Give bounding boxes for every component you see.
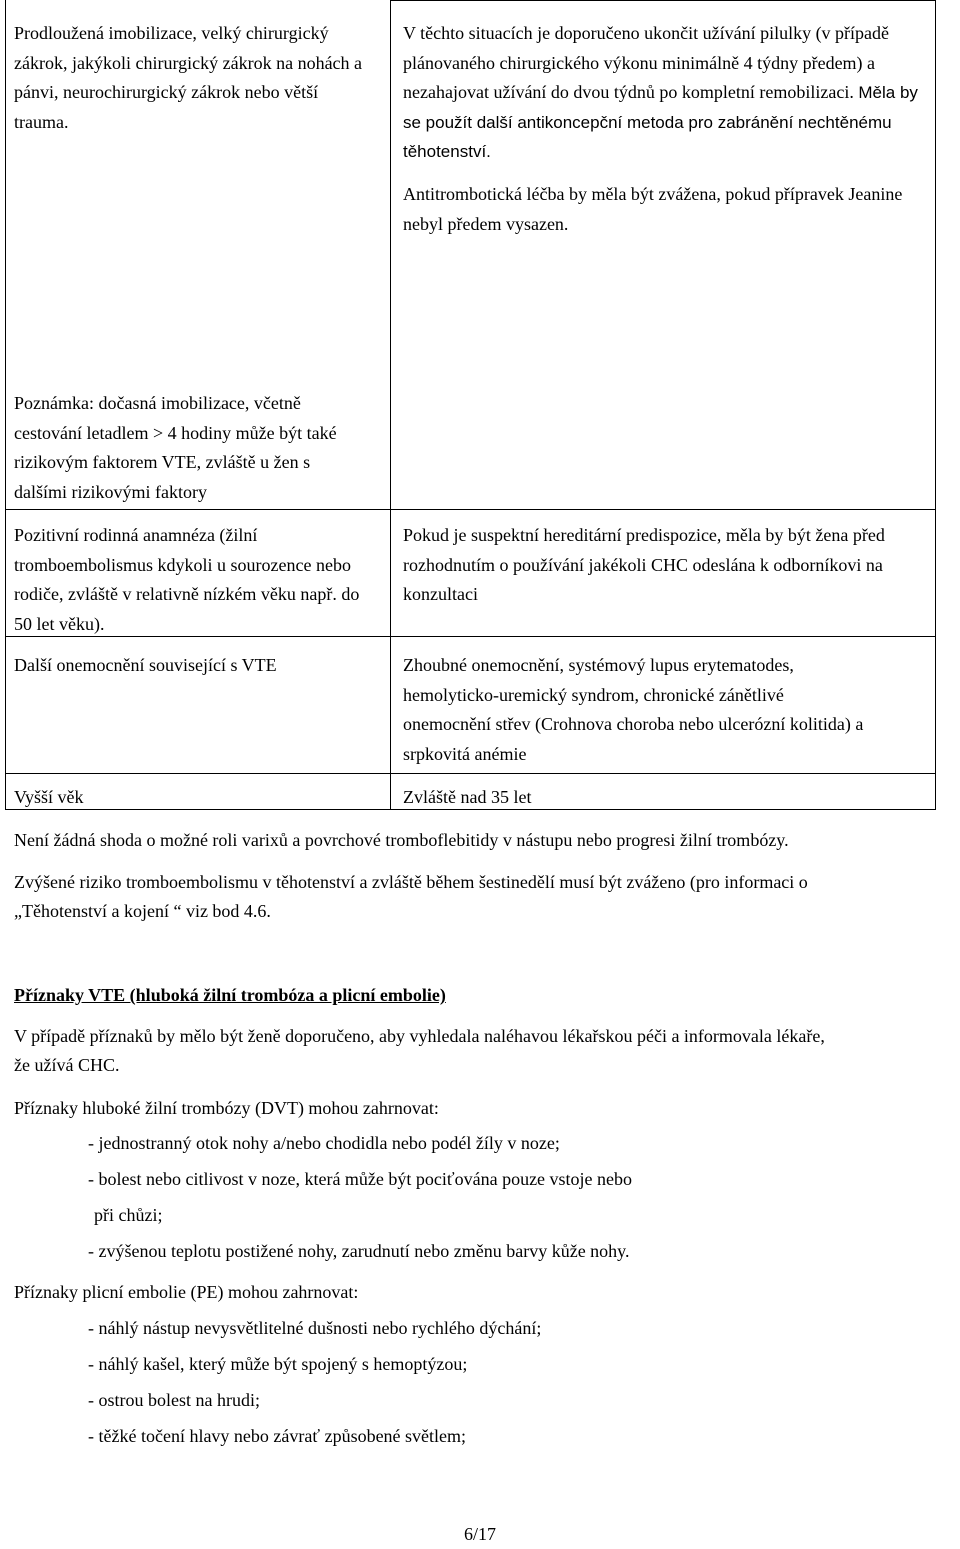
table-border-top: [390, 0, 936, 1]
section-intro-line2: že užívá CHC.: [14, 1055, 120, 1075]
table-cell-surgery: Prodloužená imobilizace, velký chirurgický zákrok, jakýkoli chirurgický zákrok na nohách a pánvi, neurochirurgický zákrok nebo větší trauma.: [14, 23, 363, 132]
dvt-item-continuation: při chůzi;: [94, 1205, 163, 1225]
dvt-item: - zvýšenou teplotu postižené nohy, zarudnutí nebo změnu barvy kůže nohy.: [88, 1241, 630, 1261]
advice-text-sans: Měla by se použít další antikoncepční metoda pro zabránění nechtěnému těhotenství.: [403, 83, 918, 161]
pe-item: - náhlý nástup nevysvětlitelné dušnosti nebo rychlého dýchání;: [88, 1318, 542, 1338]
dvt-item: - jednostranný otok nohy a/nebo chodidla nebo podél žíly v noze;: [88, 1133, 560, 1153]
table-row-divider-1: [5, 509, 936, 510]
table-border-left: [5, 0, 6, 810]
dvt-item: - bolest nebo citlivost v noze, která může být pociťována pouze vstoje nebo: [88, 1169, 633, 1189]
table-cell-family-history-advice: Pokud je suspektní hereditární predispozice, měla by být žena před rozhodnutím o používání jakékoli CHC odeslána k odborníkovi na konzultaci: [403, 525, 885, 604]
table-cell-immobilization-note: Poznámka: dočasná imobilizace, včetně cestování letadlem > 4 hodiny může být také rizikovým faktorem VTE, zvláště u žen s dalšími rizikovými faktory: [14, 393, 337, 502]
paragraph-pregnancy-line1: Zvýšené riziko tromboembolismu v těhotenství a zvláště během šestinedělí musí být zváženo (pro informaci o: [14, 872, 808, 892]
section-intro-line1: V případě příznaků by mělo být ženě doporučeno, aby vyhledala naléhavou lékařskou péči a informovala lékaře,: [14, 1026, 825, 1046]
table-row-divider-3: [5, 773, 936, 774]
pe-item: - těžké točení hlavy nebo závrať způsobené světlem;: [88, 1426, 467, 1446]
pe-item: - ostrou bolest na hrudi;: [88, 1390, 260, 1410]
pe-item: - náhlý kašel, který může být spojený s hemoptýzou;: [88, 1354, 468, 1374]
section-heading: Příznaky VTE (hluboká žilní trombóza a plicní embolie): [14, 985, 446, 1005]
advice-text-serif: V těchto situacích je doporučeno ukončit užívání pilulky (v případě plánovaného chirurgického výkonu minimálně 4 týdny předem) a nezahajovat užívání do dvou týdnů po kompletní remobilizaci.: [403, 23, 890, 102]
table-border-right: [935, 0, 936, 810]
dvt-title: Příznaky hluboké žilní trombózy (DVT) mohou zahrnovat:: [14, 1098, 439, 1118]
table-cell-family-history: Pozitivní rodinná anamnéza (žilní tromboembolismus kdykoli u sourozence nebo rodiče, zvláště v relativně nízkém věku např. do 50 let věku).: [14, 525, 360, 634]
table-cell-other-diseases-list: Zhoubné onemocnění, systémový lupus erytematodes, hemolyticko-uremický syndrom, chronické zánětlivé onemocnění střev (Crohnova choroba nebo ulcerózní kolitida) a srpkovitá anémie: [403, 655, 864, 764]
pe-title: Příznaky plicní embolie (PE) mohou zahrnovat:: [14, 1282, 359, 1302]
table-cell-age-detail: Zvláště nad 35 let: [403, 787, 532, 807]
paragraph-varices: Není žádná shoda o možné roli varixů a povrchové tromboflebitidy v nástupu nebo progresi žilní trombózy.: [14, 830, 789, 850]
table-cell-surgery-advice: [403, 19, 923, 167]
table-column-divider: [390, 0, 391, 810]
table-cell-age: Vyšší věk: [14, 787, 84, 807]
paragraph-pregnancy-line2: „Těhotenství a kojení “ viz bod 4.6.: [14, 901, 271, 921]
table-cell-other-diseases: Další onemocnění související s VTE: [14, 655, 277, 675]
table-cell-antithrombotic: Antitrombotická léčba by měla být zvážena, pokud přípravek Jeanine nebyl předem vysazen.: [403, 184, 903, 234]
page-number: 6/17: [463, 1524, 496, 1544]
